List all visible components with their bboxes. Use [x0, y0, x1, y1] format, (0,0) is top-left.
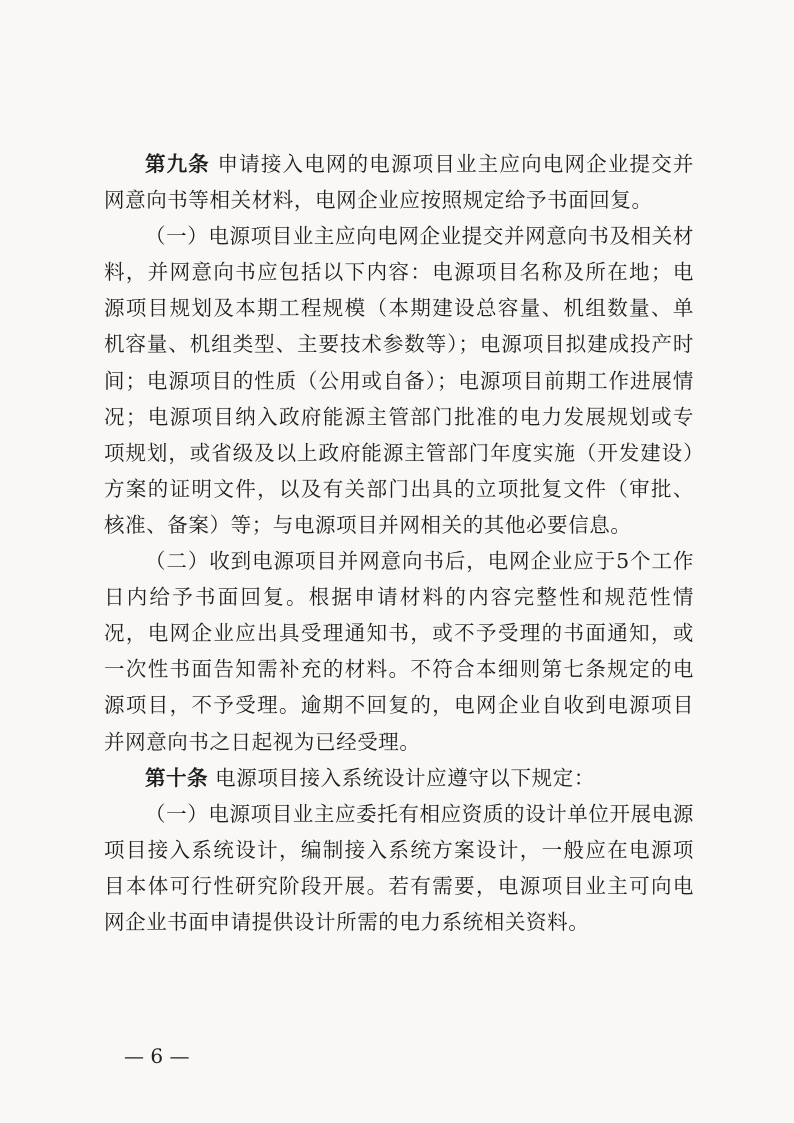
page-number: — 6 — — [124, 1044, 190, 1068]
article-10-heading: 第十条 — [145, 765, 208, 790]
article-9-item-2: （二）收到电源项目并网意向书后，电网企业应于5个工作日内给予书面回复。根据申请材料的内容完整性和规范性情况，电网企业应出具受理通知书，或不予受理的书面通知，或一次性书面告知需补充的材料。不符合本细则第七条规定的电源项目，不予受理。逾期不回复的，电网企业自收到电源项目并网意向书之日起视为已经受理。 — [104, 549, 694, 754]
article-9-item-1: （一）电源项目业主应向电网企业提交并网意向书及相关材料，并网意向书应包括以下内容：电源项目名称及所在地；电源项目规划及本期工程规模（本期建设总容量、机组数量、单机容量、机组类型、主要技术参数等）；电源项目拟建成投产时间；电源项目的性质（公用或自备）；电源项目前期工作进展情况；电源项目纳入政府能源主管部门批准的电力发展规划或专项规划，或省级及以上政府能源主管部门年度实施（开发建设）方案的证明文件，以及有关部门出具的立项批复文件（审批、核准、备案）等；与电源项目并网相关的其他必要信息。 — [104, 224, 694, 537]
article-10-intro — [104, 760, 694, 796]
article-9-text: 申请接入电网的电源项目业主应向电网企业提交并网意向书等相关材料，电网企业应按照规定给予书面回复。 — [104, 152, 695, 213]
article-9-heading: 第九条 — [145, 152, 210, 176]
article-10-text: 电源项目接入系统设计应遵守以下规定： — [215, 765, 595, 790]
article-10-item-1: （一）电源项目业主应委托有相应资质的设计单位开展电源项目接入系统设计，编制接入系统方案设计，一般应在电源项目本体可行性研究阶段开展。若有需要，电源项目业主可向电网企业书面申请提供设计所需的电力系统相关资料。 — [104, 801, 694, 934]
article-9-intro — [104, 146, 694, 218]
document-body — [104, 146, 694, 940]
